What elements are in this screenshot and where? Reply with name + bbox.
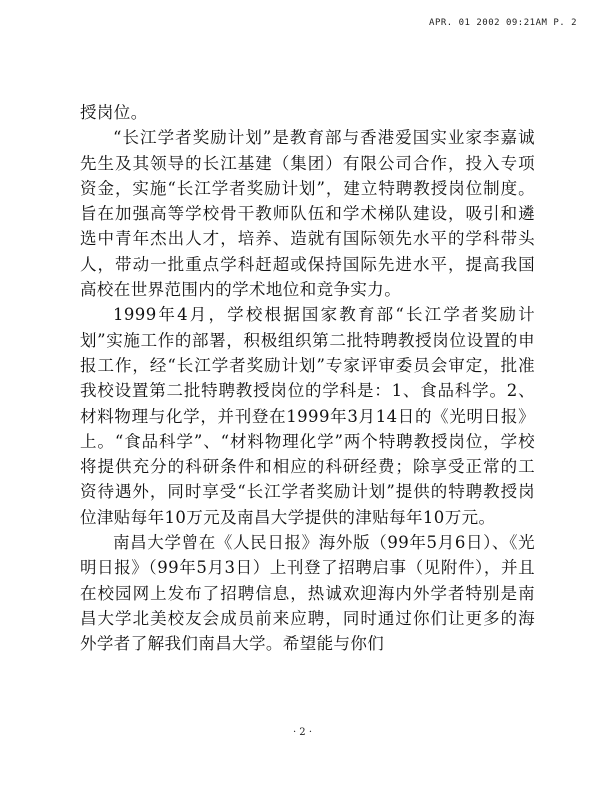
page-number: · 2 · [292,727,313,738]
paragraph-continuation: 授岗位。 [80,103,148,122]
document-body [80,100,535,657]
paragraph-recruitment: 南昌大学曾在《人民日报》海外版（99年5月6日）、《光明日报》（99年5月3日）上刊登了招聘启事（见附件），并且在校园网上发布了招聘信息，热诚欢迎海内外学者特别是南昌大学北美校友会成员前来应聘，同时通过你们让更多的海外学者了解我们南昌大学。希望能与你们 [80,533,535,654]
paragraph-program-intro: “长江学者奖励计划”是教育部与香港爱国实业家李嘉诚先生及其领导的长江基建（集团）有限公司合作，投入专项资金，实施“长江学者奖励计划”，建立特聘教授岗位制度。旨在加强高等学校骨干教师队伍和学术梯队建设，吸引和遴选中青年杰出人才，培养、造就有国际领先水平的学科带头人，带动一批重点学科赶超或保持国际先进水平，提高我国高校在世界范围内的学术地位和竞争实力。 [80,128,535,300]
fax-header: APR. 01 2002 09:21AM P. 2 [429,18,577,28]
paragraph-application: 1999年4月，学校根据国家教育部“长江学者奖励计划”实施工作的部署，积极组织第二批特聘教授岗位设置的申报工作，经“长江学者奖励计划”专家评审委员会审定，批准我校设置第二批特聘教授岗位的学科是：1、食品科学。2、材料物理与化学，并刊登在1999年3月14日的《光明日报》上。“食品科学”、“材料物理化学”两个特聘教授岗位，学校将提供充分的科研条件和相应的科研经费；除享受正常的工资待遇外，同时享受“长江学者奖励计划”提供的特聘教授岗位津贴每年10万元及南昌大学提供的津贴每年10万元。 [80,305,535,527]
